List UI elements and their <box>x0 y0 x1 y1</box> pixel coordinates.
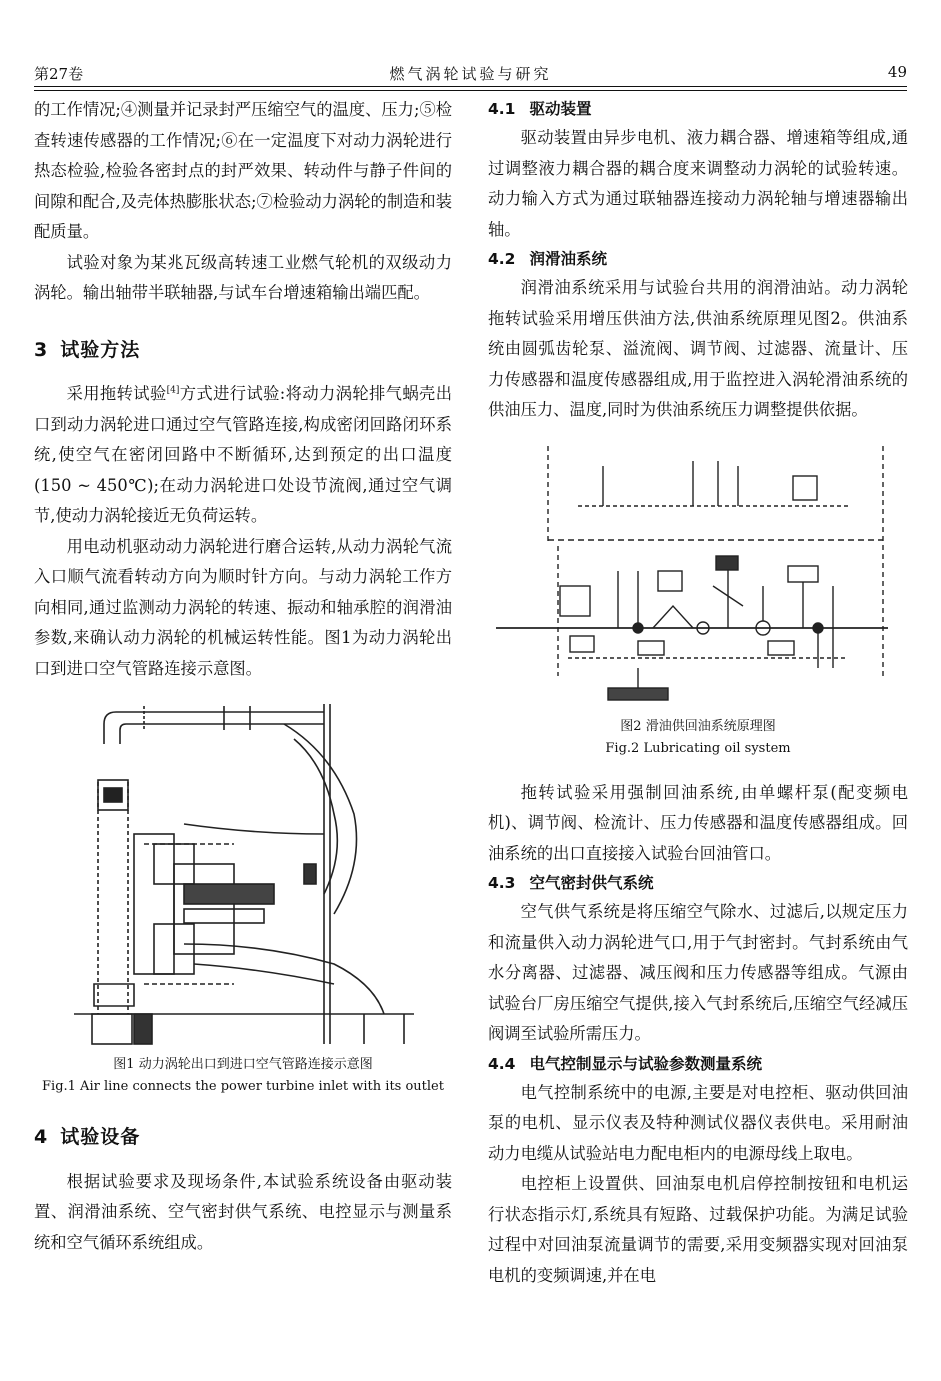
figure-1-diagram <box>34 684 452 1054</box>
subsection-heading-4-1: 4.1 驱动装置 <box>488 100 592 118</box>
right-column <box>488 95 908 1291</box>
figure-1 <box>34 684 452 1054</box>
paragraph-lube-system: 润滑油系统采用与试验台共用的润滑油站。动力涡轮拖转试验采用增压供油方法,供油系统原理见图2。供油系统由圆弧齿轮泵、溢流阀、调节阀、过滤器、流量计、压力传感器和温度传感器组成,用于监控进入涡轮滑油系统的供油压力、温度,同时为供油系统压力调整提供依据。 <box>488 278 908 419</box>
section-heading-3: 3 试验方法 <box>34 338 141 361</box>
paragraph-equipment: 根据试验要求及现场条件,本试验系统设备由驱动装置、润滑油系统、空气密封供气系统、电控显示与测量系统和空气循环系统组成。 <box>34 1171 452 1252</box>
subsection-heading-4-3: 4.3 空气密封供气系统 <box>488 874 654 892</box>
left-column <box>34 95 452 1258</box>
paragraph-test-method: 采用拖转试验[4]方式进行试验:将动力涡轮排气蜗壳出口到动力涡轮进口通过空气管路连接,构成密闭回路闭环系统,使空气在密闭回路中不断循环,达到预定的出口温度(150 ~ 450℃);在动力涡轮进口处设节流阀,通过空气调节,使动力涡轮接近无负荷运转。 <box>34 384 452 525</box>
figure-1-caption-cn: 图1 动力涡轮出口到进口空气管路连接示意图 <box>113 1057 373 1072</box>
journal-title: 燃气涡轮试验与研究 <box>389 65 552 83</box>
header-rule-top <box>34 86 907 87</box>
paragraph-power-supply: 电气控制系统中的电源,主要是对电控柜、驱动供回油泵的电机、显示仪表及特种测试仪器仪表供电。采用耐油动力电缆从试验站电力配电柜内的电源母线上取电。 <box>488 1082 908 1163</box>
page-number: 49 <box>887 63 907 81</box>
figure-2-diagram <box>488 436 908 716</box>
running-header <box>34 63 907 85</box>
paragraph-return-oil: 拖转试验采用强制回油系统,由单螺杆泵(配变频电机)、调节阀、检流计、压力传感器和温度传感器组成。回油系统的出口直接接入试验台回油管口。 <box>488 782 908 863</box>
paragraph-drive-device: 驱动装置由异步电机、液力耦合器、增速箱等组成,通过调整液力耦合器的耦合度来调整动力涡轮的试验转速。动力输入方式为通过联轴器连接动力涡轮轴与增速器输出轴。 <box>488 128 908 239</box>
paragraph-air-seal: 空气供气系统是将压缩空气除水、过滤后,以规定压力和流量供入动力涡轮进气口,用于气封密封。气封系统由气水分离器、过滤器、减压阀和压力传感器等组成。气源由试验台厂房压缩空气提供,接入气封系统后,压缩空气经减压阀调至试验所需压力。 <box>488 902 908 1043</box>
header-rule-bottom <box>34 90 907 91</box>
subsection-heading-4-2: 4.2 润滑油系统 <box>488 250 607 268</box>
volume-label: 第27卷 <box>34 65 84 83</box>
section-heading-4: 4 试验设备 <box>34 1126 141 1148</box>
paragraph-control-cabinet: 电控柜上设置供、回油泵电机启停控制按钮和电机运行状态指示灯,系统具有短路、过载保护功能。为满足试验过程中对回油泵流量调节的需要,采用变频器实现对回油泵电机的变频调速,并在电 <box>488 1174 908 1285</box>
paragraph-motor-drive: 用电动机驱动动力涡轮进行磨合运转,从动力涡轮气流入口顺气流看转动方向为顺时针方向。与动力涡轮工作方向相同,通过监测动力涡轮的转速、振动和轴承腔的润滑油参数,来确认动力涡轮的机械运转性能。图1为动力涡轮出口到进口空气管路连接示意图。 <box>34 536 452 678</box>
paragraph-test-object: 试验对象为某兆瓦级高转速工业燃气轮机的双级动力涡轮。输出轴带半联轴器,与试车台增速箱输出端匹配。 <box>34 252 452 302</box>
figure-2-caption-en: Fig.2 Lubricating oil system <box>605 740 791 756</box>
figure-2 <box>488 436 908 716</box>
citation-ref: [4] <box>166 385 180 396</box>
paragraph-test-items: 的工作情况;④测量并记录封严压缩空气的温度、压力;⑤检查转速传感器的工作情况;⑥在一定温度下对动力涡轮进行热态检验,检验各密封点的封严效果、转动件与静子件间的间隙和配合,及壳体热膨胀状态;⑦检验动力涡轮的制造和装配质量。 <box>34 100 453 241</box>
figure-1-caption-en: Fig.1 Air line connects the power turbine inlet with its outlet <box>42 1079 444 1094</box>
figure-2-caption-cn: 图2 滑油供回油系统原理图 <box>620 718 776 734</box>
subsection-heading-4-4: 4.4 电气控制显示与试验参数测量系统 <box>488 1054 762 1073</box>
